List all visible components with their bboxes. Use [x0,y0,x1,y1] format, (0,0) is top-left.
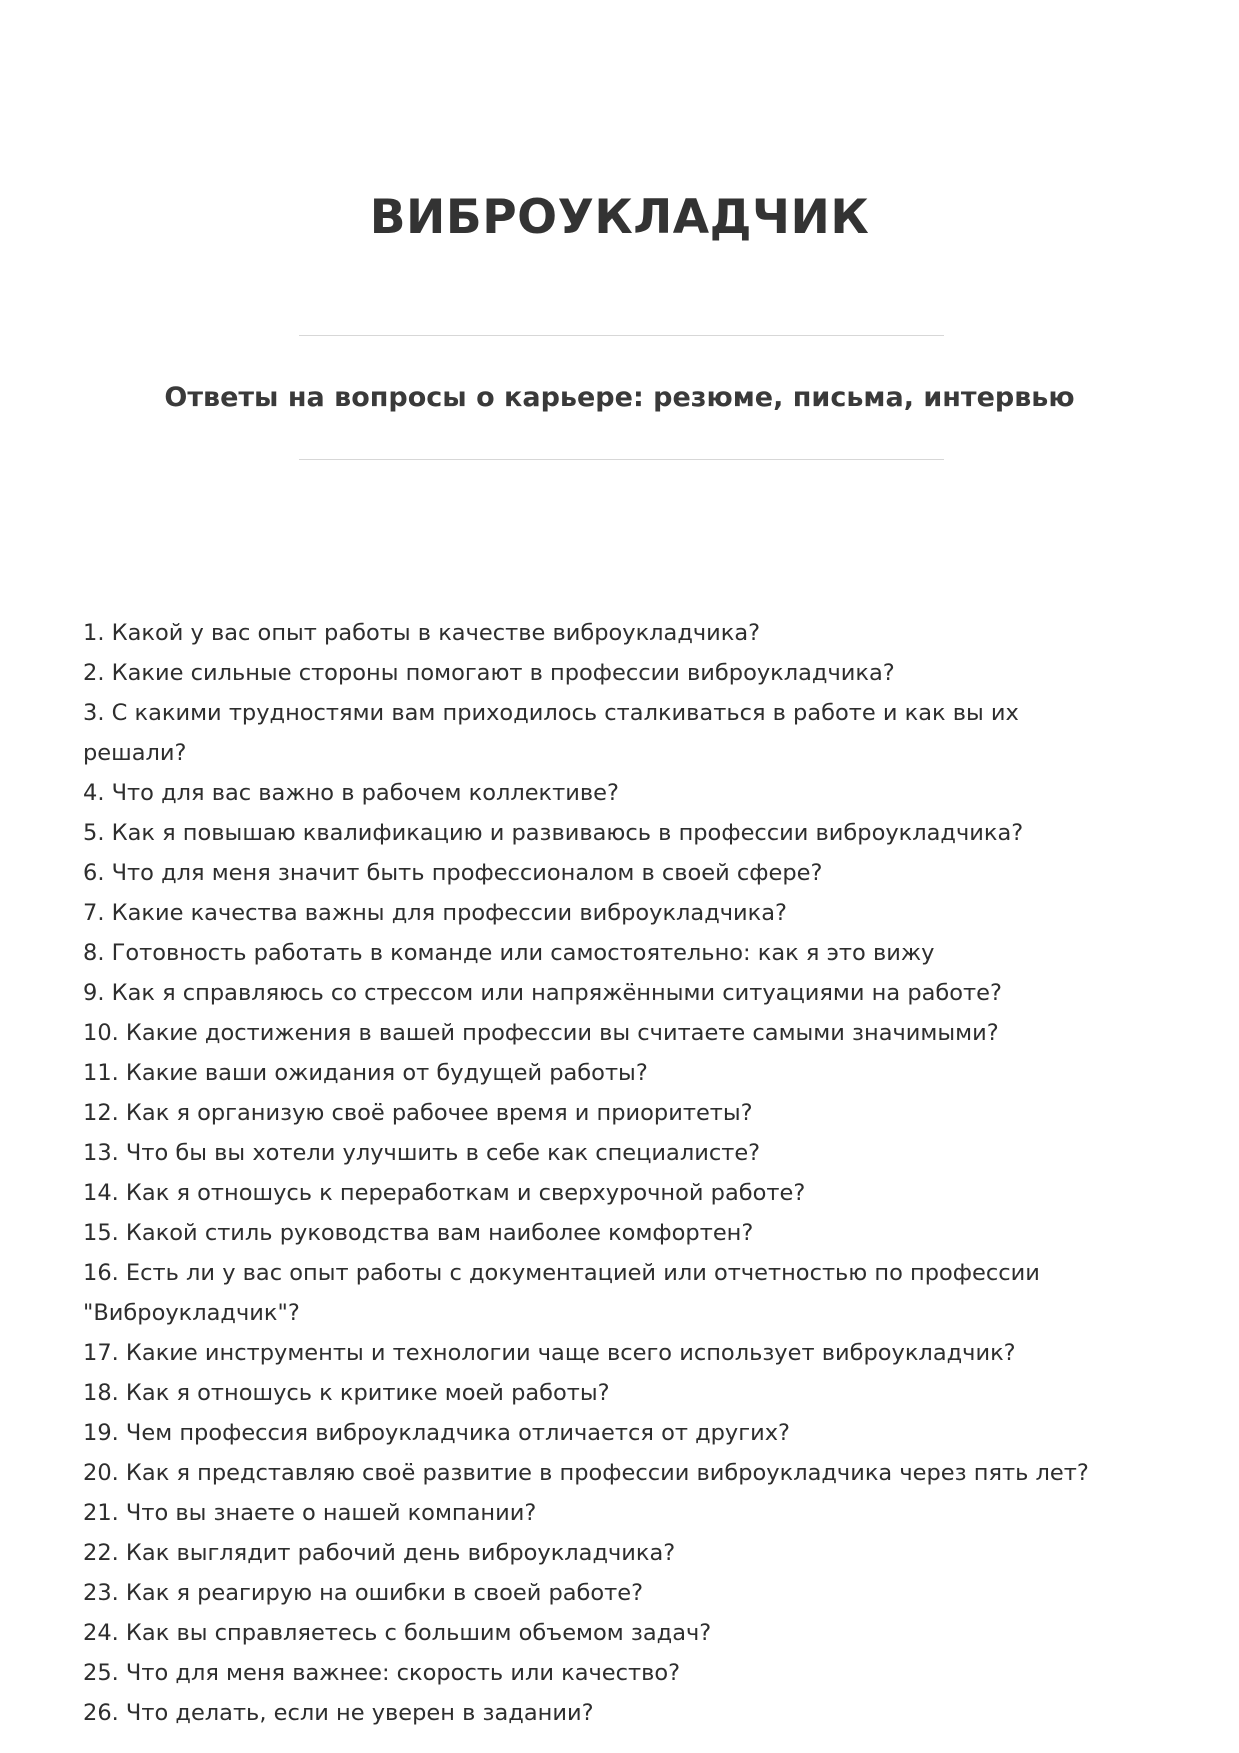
question-item: 17. Какие инструменты и технологии чаще всего использует виброукладчик? [83,1340,1016,1366]
page-title: ВИБРОУКЛАДЧИК [369,190,870,245]
question-item: 13. Что бы вы хотели улучшить в себе как специалисте? [83,1140,761,1166]
question-item: 18. Как я отношусь к критике моей работы? [83,1380,610,1406]
question-item: 16. Есть ли у вас опыт работы с документацией или отчетностью по профессии "Виброукладчик"? [83,1260,1040,1326]
divider-top [299,335,944,336]
question-item: 1. Какой у вас опыт работы в качестве виброукладчика? [83,620,761,646]
question-item: 5. Как я повышаю квалификацию и развиваюсь в профессии виброукладчика? [83,820,1024,846]
question-item: 4. Что для вас важно в рабочем коллективе? [83,780,619,806]
question-item: 26. Что делать, если не уверен в задании? [83,1700,594,1726]
question-item: 6. Что для меня значит быть профессионалом в своей сфере? [83,860,823,886]
question-item: 25. Что для меня важнее: скорость или качество? [83,1660,681,1686]
question-item: 7. Какие качества важны для профессии виброукладчика? [83,900,788,926]
question-item: 10. Какие достижения в вашей профессии вы считаете самыми значимыми? [83,1020,999,1046]
divider-bottom [299,459,944,460]
question-list [83,613,1093,1733]
question-item: 2. Какие сильные стороны помогают в профессии виброукладчика? [83,660,895,686]
question-item: 19. Чем профессия виброукладчика отличается от других? [83,1420,790,1446]
question-item: 8. Готовность работать в команде или самостоятельно: как я это вижу [83,940,935,966]
question-item: 15. Какой стиль руководства вам наиболее комфортен? [83,1220,754,1246]
question-item: 20. Как я представляю своё развитие в профессии виброукладчика через пять лет? [83,1460,1089,1486]
question-item: 12. Как я организую своё рабочее время и приоритеты? [83,1100,753,1126]
question-item: 9. Как я справляюсь со стрессом или напряжёнными ситуациями на работе? [83,980,1002,1006]
question-item: 11. Какие ваши ожидания от будущей работы? [83,1060,648,1086]
question-item: 24. Как вы справляетесь с большим объемом задач? [83,1620,712,1646]
question-item: 14. Как я отношусь к переработкам и сверхурочной работе? [83,1180,806,1206]
question-item: 21. Что вы знаете о нашей компании? [83,1500,537,1526]
question-item: 22. Как выглядит рабочий день виброукладчика? [83,1540,676,1566]
question-item: 3. С какими трудностями вам приходилось сталкиваться в работе и как вы их решали? [83,700,1019,766]
page-subtitle: Ответы на вопросы о карьере: резюме, письма, интервью [164,382,1075,413]
question-item: 23. Как я реагирую на ошибки в своей работе? [83,1580,644,1606]
